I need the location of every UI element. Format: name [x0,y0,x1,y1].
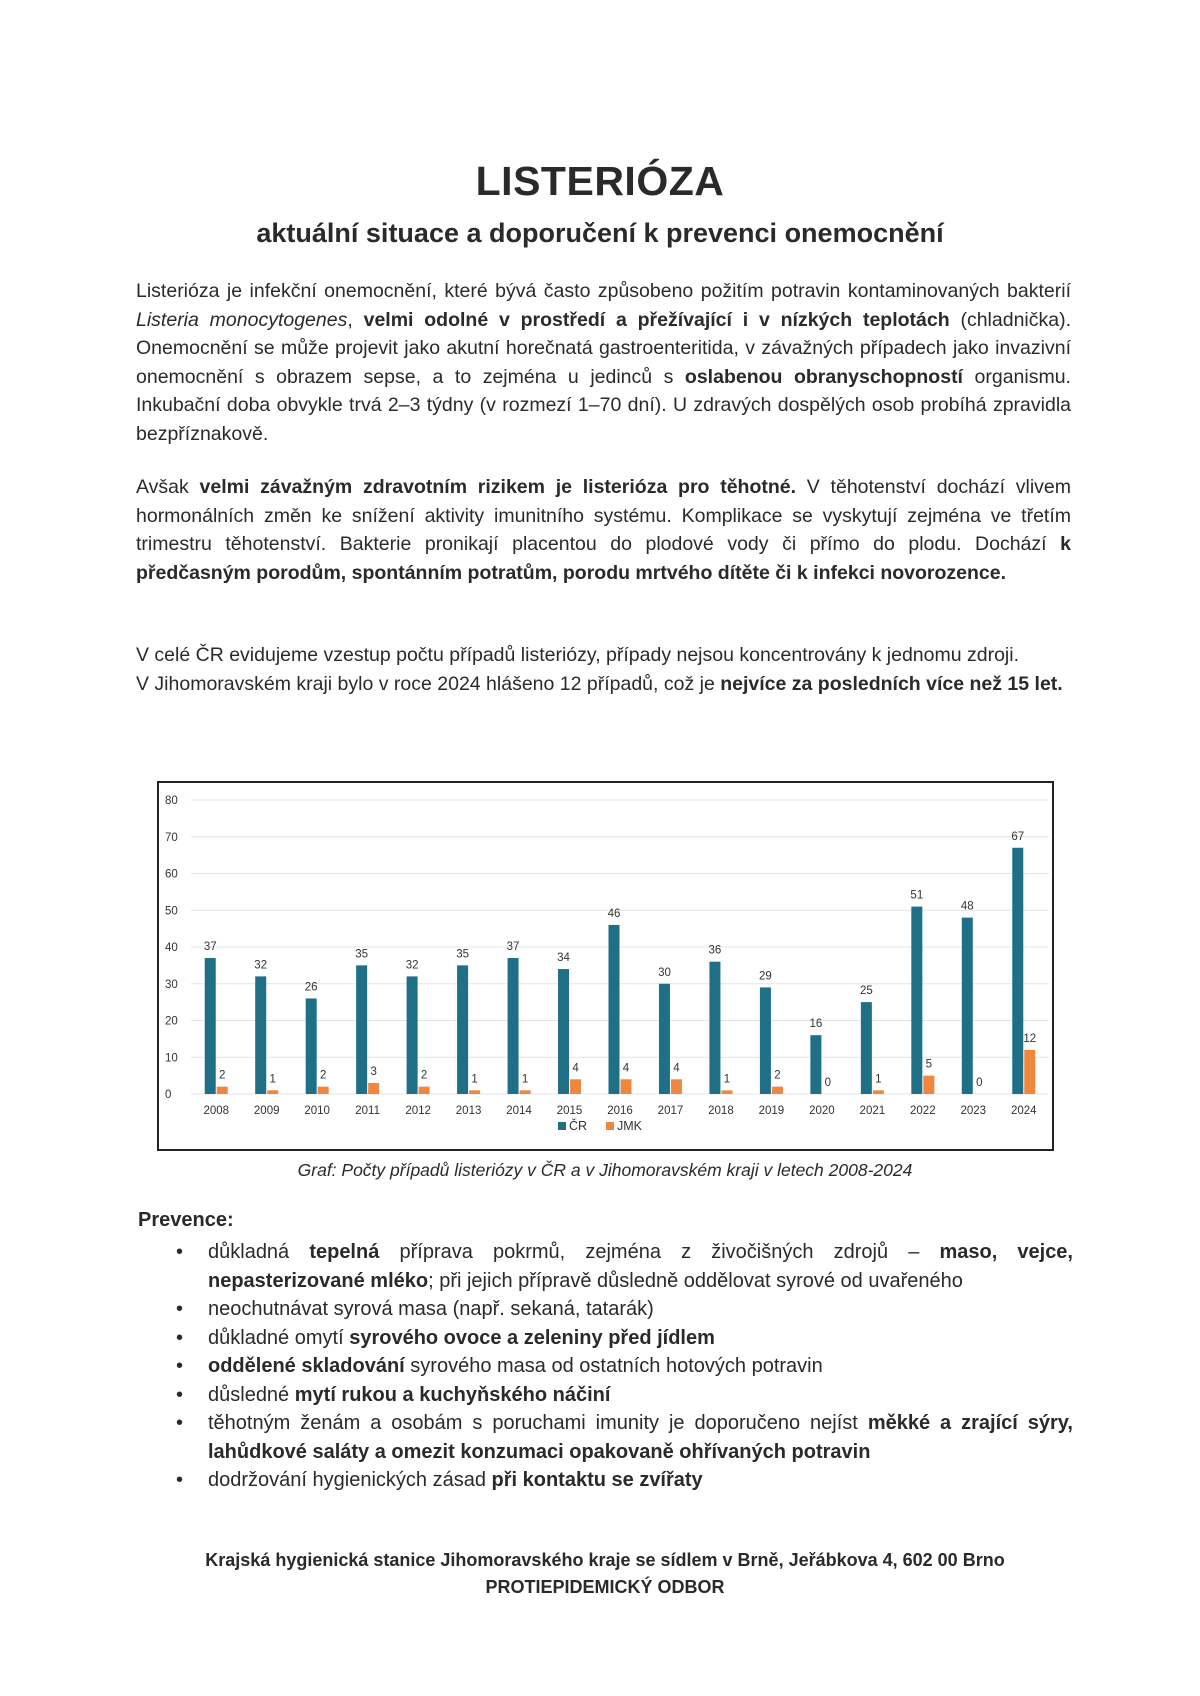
y-tick-label: 0 [165,1089,172,1101]
prevention-title: Prevence: [138,1209,234,1231]
data-label: 1 [269,1073,276,1086]
bar-cr [306,998,317,1094]
prevention-item: • těhotným ženám a osobám s poruchami imunity je doporučeno nejíst měkké a zrající sýry, lahůdkové saláty a omezit konzumaci opakovaně ohřívaných potravin [138,1409,1073,1466]
y-tick-label: 20 [165,1015,178,1028]
bullet-icon: • [176,1355,184,1377]
chart-caption: Graf: Počty případů listeriózy v ČR a v Jihomoravském kraji v letech 2008-2024 [297,1160,913,1180]
data-label: 29 [759,970,772,983]
prevention-item: • neochutnávat syrová masa (např. sekaná, tatarák) [138,1295,1073,1324]
data-label: 5 [925,1058,933,1071]
intro-text-3: (chladnička). Onemocnění se může projevit jako akutní horečnatá gastroenteritida, v závažných případech jako invazivní onemocnění s obrazem sepse, a to zejména u jedinců s [136,308,1072,388]
pregnancy-bold-1: velmi závažným zdravotním rizikem je listerióza pro těhotné. [199,476,797,498]
x-tick-label: 2016 [607,1105,633,1117]
data-label: 67 [1011,830,1025,843]
x-tick-label: 2009 [253,1105,280,1117]
data-label: 51 [910,889,924,902]
bar-cr [861,1002,872,1094]
pregnancy-text-1: Avšak [136,476,200,498]
bar-cr [508,958,519,1094]
bar-cr [356,965,367,1094]
bar-cr [255,976,266,1094]
x-tick-label: 2017 [657,1105,684,1117]
y-tick-label: 80 [165,795,178,807]
data-label: 32 [254,959,268,972]
bar-jmk [923,1076,934,1094]
bar-cr [810,1035,821,1094]
bar-jmk [318,1087,329,1094]
situation-paragraph [136,641,1071,698]
bar-jmk [469,1090,480,1094]
x-tick-label: 2011 [355,1105,381,1117]
data-label: 1 [723,1073,731,1086]
data-label: 0 [976,1077,983,1089]
bullet-icon: • [176,1241,184,1263]
x-tick-label: 2022 [910,1105,936,1117]
intro-text-4: organismu. Inkubační doba obvykle trvá 2–3 týdny (v rozmezí 1–70 dní). U zdravých dospělých osob probíhá zpravidla bezpříznakově. [136,365,1071,445]
bacteria-name: Listeria monocytogenes [136,308,348,331]
x-tick-label: 2010 [304,1105,330,1117]
y-tick-label: 50 [165,905,178,918]
intro-paragraph [136,277,1071,448]
intro-bold-2: oslabenou obranyschopností [684,365,963,388]
data-label: 4 [673,1062,680,1075]
data-label: 16 [809,1018,823,1031]
data-label: 2 [774,1069,781,1082]
x-tick-label: 2013 [455,1105,482,1117]
data-label: 32 [405,959,419,972]
bar-cr [558,969,569,1094]
data-label: 26 [304,981,318,994]
data-label: 35 [456,948,469,961]
bar-jmk [217,1087,228,1094]
y-tick-label: 10 [165,1052,178,1065]
data-label: 48 [960,900,974,913]
situation-line-1: V celé ČR evidujeme vzestup počtu případů listeriózy, případy nejsou koncentrovány k jednomu zdroji. [136,644,1020,666]
situation-text: V Jihomoravském kraji bylo v roce 2024 hlášeno 12 případů, což je [136,672,721,695]
prevention-item: • dodržování hygienických zásad při kontaktu se zvířaty [138,1466,1073,1495]
data-label: 1 [471,1073,478,1086]
bar-cr [609,925,620,1094]
footer-address: Krajská hygienická stanice Jihomoravského kraje se sídlem v Brně, Jeřábkova 4, 602 00 Brno [205,1550,1005,1570]
bar-cr [760,987,771,1094]
x-tick-label: 2012 [405,1105,431,1117]
bar-cr [407,976,418,1094]
prevention-list [138,1238,1073,1495]
bar-jmk [419,1087,430,1094]
bar-cr [205,958,216,1094]
data-label: 3 [370,1065,377,1078]
bar-jmk [1024,1050,1035,1094]
data-label: 35 [355,948,369,961]
footer [0,1547,1200,1601]
pregnancy-bold-2: k předčasným porodům, spontánním potratům, porodu mrtvého dítěte či k infekci novorozence. [136,533,1071,584]
data-label: 1 [875,1073,882,1086]
legend-label: ČR [569,1119,588,1133]
bar-cr [457,965,468,1094]
x-tick-label: 2019 [758,1105,785,1117]
prevention-item: • oddělené skladování syrového masa od ostatních hotových potravin [138,1352,1073,1381]
bullet-icon: • [176,1469,184,1491]
chart-svg [159,783,1052,1149]
y-tick-label: 40 [165,942,178,954]
data-label: 37 [203,941,217,954]
bar-cr [709,962,720,1094]
x-tick-label: 2021 [859,1105,886,1117]
x-tick-label: 2024 [1010,1105,1037,1117]
bar-cr [962,918,973,1094]
data-label: 2 [420,1069,428,1082]
bullet-icon: • [176,1412,184,1434]
data-label: 4 [572,1062,579,1075]
data-label: 25 [859,985,873,998]
data-label: 36 [708,944,722,957]
bullet-icon: • [176,1298,184,1320]
footer-department: PROTIEPIDEMICKÝ ODBOR [485,1577,725,1597]
x-tick-label: 2014 [506,1105,532,1117]
data-label: 0 [824,1077,832,1089]
bar-jmk [671,1079,682,1094]
prevention-item: • důkladné omytí syrového ovoce a zeleniny před jídlem [138,1324,1073,1353]
data-label: 46 [607,907,621,920]
bar-jmk [368,1083,379,1094]
data-label: 34 [557,952,570,965]
cases-chart [157,781,1054,1151]
bullet-icon: • [176,1383,184,1406]
data-label: 12 [1023,1032,1037,1045]
x-tick-label: 2015 [556,1105,583,1117]
bar-jmk [873,1090,884,1094]
bar-jmk [621,1079,632,1094]
x-tick-label: 2020 [809,1105,835,1117]
data-label: 4 [622,1062,630,1075]
y-tick-label: 70 [165,831,178,844]
y-tick-label: 30 [165,978,178,991]
intro-text-1: Listerióza je infekční onemocnění, které bývá často způsobeno požitím potravin kontaminovaných bakterií [136,280,1071,302]
intro-text-2: , [347,308,364,331]
prevention-item: • důsledné mytí rukou a kuchyňského náčiní [138,1381,1073,1410]
bar-jmk [721,1090,732,1094]
pregnancy-paragraph [136,473,1071,587]
x-tick-label: 2023 [960,1105,987,1117]
data-label: 1 [521,1073,529,1086]
pregnancy-text-2: V těhotenství dochází vlivem hormonálních změn ke snížení aktivity imunitního systému. Komplikace se vyskytují zejména ve třetím trimestru těhotenství. Bakterie pronikají placentou do plodové vody či přímo do plodu. Dochází [136,476,1072,555]
bar-cr [659,984,670,1094]
bar-jmk [772,1087,783,1094]
intro-bold-1: velmi odolné v prostředí a přežívající i v nízkých teplotách [363,308,950,331]
document-subtitle: aktuální situace a doporučení k prevenci onemocnění [256,218,944,248]
data-label: 30 [658,966,671,979]
x-tick-label: 2008 [203,1105,230,1117]
bar-jmk [267,1090,278,1094]
legend-swatch [558,1122,566,1130]
legend-swatch [606,1122,614,1130]
bullet-icon: • [176,1326,184,1349]
document-title: LISTERIÓZA [475,158,725,204]
y-tick-label: 60 [165,868,178,881]
data-label: 37 [506,941,520,954]
bar-jmk [570,1079,581,1094]
legend-label: JMK [617,1119,642,1133]
bar-jmk [520,1090,531,1094]
situation-bold: nejvíce za posledních více než 15 let. [720,672,1063,695]
data-label: 2 [219,1069,226,1082]
x-tick-label: 2018 [708,1105,734,1117]
bar-cr [911,907,922,1094]
data-label: 2 [319,1069,327,1082]
bar-cr [1012,848,1023,1094]
prevention-item: • důkladná tepelná příprava pokrmů, zejména z živočišných zdrojů – maso, vejce, nepasterizované mléko; při jejich přípravě důsledně oddělovat syrové od uvařeného [138,1238,1073,1295]
